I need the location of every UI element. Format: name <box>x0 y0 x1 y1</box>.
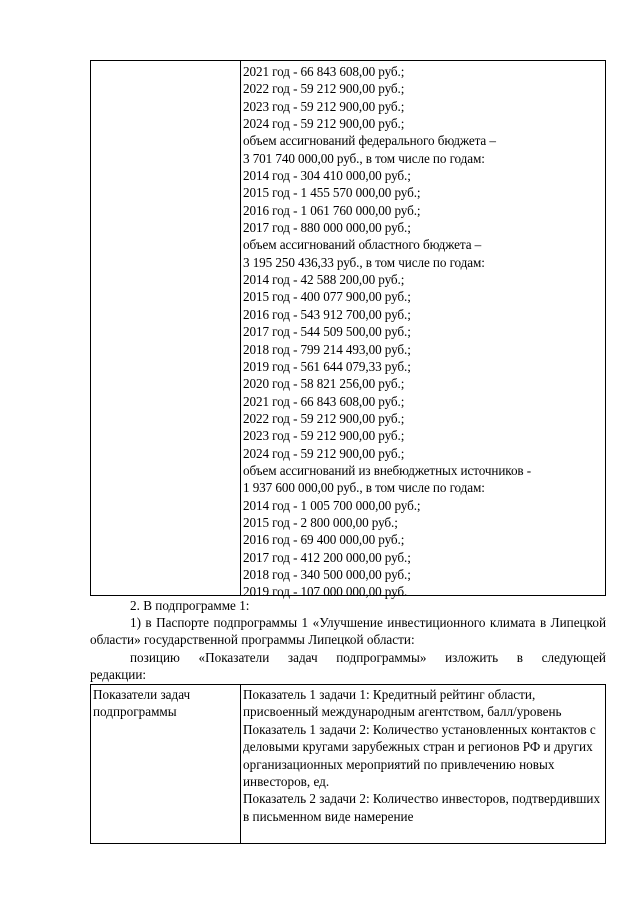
indicators-table <box>90 684 606 844</box>
budget-line: 3 701 740 000,00 руб., в том числе по годам: <box>243 150 485 166</box>
paragraph-indicators <box>90 649 606 684</box>
budget-line: 2022 год - 59 212 900,00 руб.; <box>243 410 405 426</box>
budget-line: объем ассигнований областного бюджета – <box>243 237 482 253</box>
budget-line: 2024 год - 59 212 900,00 руб.; <box>243 116 405 132</box>
budget-line: 2019 год - 107 000 000,00 руб. <box>243 584 408 600</box>
budget-line: 2015 год - 400 077 900,00 руб.; <box>243 289 411 305</box>
budget-line: 2017 год - 412 200 000,00 руб.; <box>243 549 411 565</box>
budget-table-right-cell <box>241 61 605 600</box>
budget-line: объем ассигнований из внебюджетных источников - <box>243 462 532 478</box>
budget-table <box>90 60 606 600</box>
budget-line: 1 937 600 000,00 руб., в том числе по годам: <box>243 480 485 496</box>
budget-line: 2021 год - 66 843 608,00 руб.; <box>243 64 405 79</box>
budget-line: 2016 год - 543 912 700,00 руб.; <box>243 306 411 322</box>
budget-line: 2024 год - 59 212 900,00 руб.; <box>243 445 405 461</box>
budget-line: 2014 год - 304 410 000,00 руб.; <box>243 168 411 184</box>
indicator-item: Показатель 1 задачи 2: Количество установленных контактов с деловыми кругами зарубежных стран и регионов РФ и других организационных мероприятий по привлечению новых инвесторов, ед. <box>243 721 596 790</box>
budget-line: 2017 год - 880 000 000,00 руб.; <box>243 220 411 236</box>
budget-line: 2020 год - 58 821 256,00 руб.; <box>243 376 405 392</box>
budget-line: 2014 год - 1 005 700 000,00 руб.; <box>243 497 421 513</box>
paragraph-indicators-line-1: позицию «Показатели задач подпрограммы» изложить в следующей <box>130 650 606 665</box>
paragraph-subprogram-1: 2. В подпрограмме 1: <box>130 598 250 613</box>
budget-line: 2018 год - 799 214 493,00 руб.; <box>243 341 411 357</box>
budget-line: 3 195 250 436,33 руб., в том числе по годам: <box>243 254 485 270</box>
budget-line: 2015 год - 2 800 000,00 руб.; <box>243 514 398 530</box>
budget-line: 2019 год - 561 644 079,33 руб.; <box>243 358 411 374</box>
budget-line: 2016 год - 69 400 000,00 руб.; <box>243 532 405 548</box>
budget-line: 2021 год - 66 843 608,00 руб.; <box>243 393 405 409</box>
indicator-item: Показатель 1 задачи 1: Кредитный рейтинг области, присвоенный международным агентством, балл/уровень <box>243 687 562 720</box>
budget-table-left-cell <box>91 61 241 595</box>
budget-line: 2023 год - 59 212 900,00 руб.; <box>243 98 405 114</box>
paragraph-indicators-line-2: редакции: <box>90 667 147 683</box>
indicator-item: Показатель 2 задачи 2: Количество инвесторов, подтвердивших в письменном виде намерение <box>243 791 601 824</box>
paragraph-passport: 1) в Паспорте подпрограммы 1 «Улучшение инвестиционного климата в Липецкой области» государственной программы Липецкой области: <box>90 615 606 648</box>
budget-line: 2014 год - 42 588 200,00 руб.; <box>243 272 405 288</box>
budget-line: 2016 год - 1 061 760 000,00 руб.; <box>243 202 421 218</box>
budget-line: 2023 год - 59 212 900,00 руб.; <box>243 428 405 444</box>
indicators-table-left-cell: Показатели задач подпрограммы <box>91 685 241 843</box>
budget-line: 2017 год - 544 509 500,00 руб.; <box>243 324 411 340</box>
budget-line: 2022 год - 59 212 900,00 руб.; <box>243 81 405 97</box>
budget-line: объем ассигнований федерального бюджета – <box>243 133 496 149</box>
indicators-table-right-cell <box>241 685 605 843</box>
budget-line: 2018 год - 340 500 000,00 руб.; <box>243 566 411 582</box>
budget-line: 2015 год - 1 455 570 000,00 руб.; <box>243 185 421 201</box>
